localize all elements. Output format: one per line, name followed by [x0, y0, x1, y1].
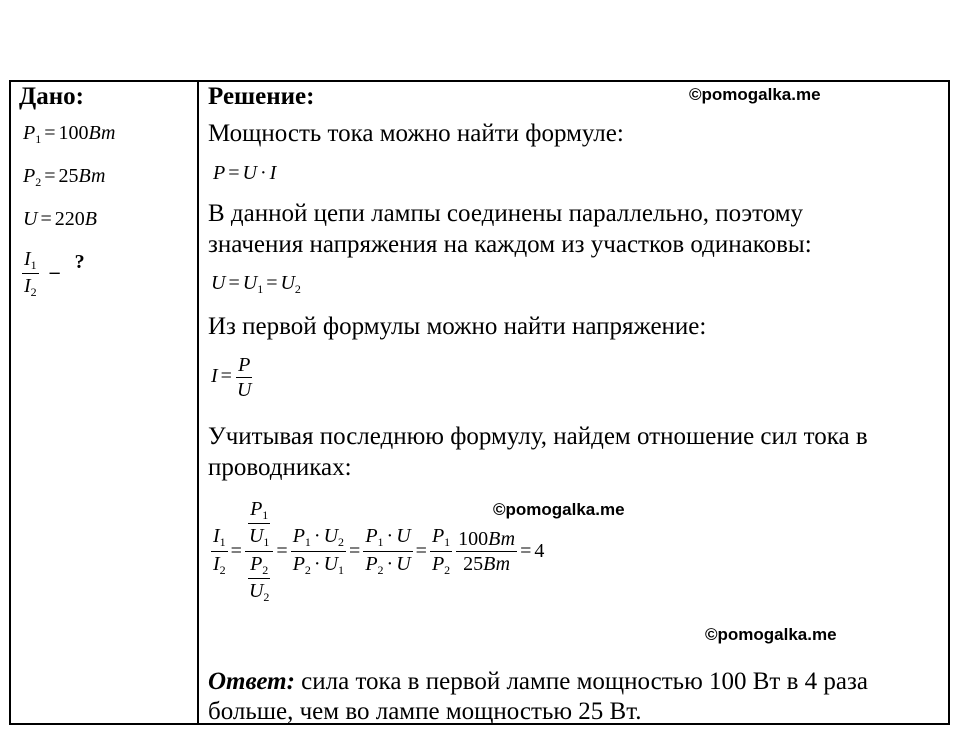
given-p2: $P_2 = 25Вт$: [23, 165, 106, 189]
solution-line-4a: Учитывая последнюю формулу, найдем отношение сил тока в: [208, 423, 868, 450]
given-heading: Дано:: [19, 83, 84, 110]
watermark-middle: ©pomogalka.me: [493, 500, 625, 519]
answer-line-1: Ответ: сила тока в первой лампе мощностью 100 Вт в 4 раза: [208, 668, 868, 695]
solution-line-3: Из первой формулы можно найти напряжение:: [208, 313, 707, 340]
column-divider: [197, 82, 199, 723]
watermark-top: ©pomogalka.me: [689, 85, 821, 104]
solution-table: [9, 80, 950, 725]
answer-label: Ответ:: [208, 668, 295, 695]
formula-current: I = $\frac{P}{U}$: [211, 354, 252, 401]
answer-line-2: больше, чем во лампе мощностью 25 Вт.: [208, 698, 642, 725]
solution-line-4b: проводниках:: [208, 454, 352, 481]
given-u: U = 220В: [23, 208, 97, 230]
given-find: $\frac{I_1}{I_2}$ – ?: [24, 248, 85, 300]
solution-heading: Решение:: [208, 83, 315, 110]
solution-line-1: Мощность тока можно найти формуле:: [208, 120, 624, 147]
given-p1: $P_1 = 100Вт$: [23, 122, 116, 146]
watermark-bottom: ©pomogalka.me: [705, 625, 837, 644]
formula-voltage-equal: $U = U_1 = U_2$: [211, 272, 301, 296]
formula-power: P = U · I: [213, 162, 277, 184]
formula-current-ratio: $\frac{I_1}{I_2}$ = $\frac{\frac{P_1}{U_1}}{\frac{P_2}{U_2}}$ = $\frac{P_1 \cdot U_2}{P_2 \cdot U_1}$ = $\frac{P_1 \cdot U}{P_2 \cdot U}$ = $\frac{P_1}{P_2}$ $\frac{100Вт}{25Вт}$ = 4: [213, 498, 545, 604]
solution-line-2a: В данной цепи лампы соединены параллельно, поэтому: [208, 200, 804, 227]
solution-line-2b: значения напряжения на каждом из участков одинаковы:: [208, 231, 812, 258]
